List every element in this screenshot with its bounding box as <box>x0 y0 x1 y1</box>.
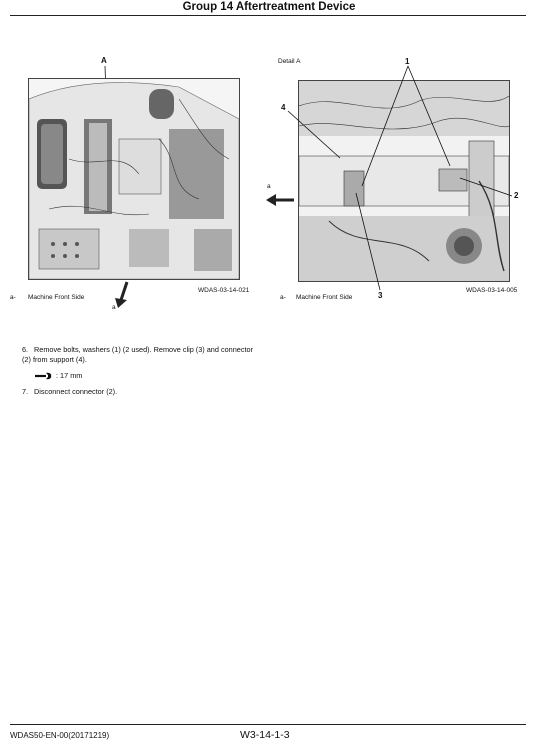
page-number: W3-14-1-3 <box>240 729 290 741</box>
caption-prefix: a- <box>280 294 286 301</box>
left-figure <box>10 56 266 311</box>
step-text: Disconnect connector (2). <box>34 387 118 396</box>
arrow-label: a <box>267 183 271 190</box>
figure-caption: Machine Front Side <box>28 294 85 301</box>
step-number: 6. <box>22 345 29 354</box>
step-7 <box>22 387 262 397</box>
callout-3: 3 <box>378 291 383 300</box>
arrow-label: a <box>112 304 116 311</box>
detail-label: Detail A <box>278 58 301 65</box>
caption-prefix: a- <box>10 294 16 301</box>
callout-1: 1 <box>405 57 410 66</box>
header-divider <box>10 15 526 16</box>
right-figure <box>267 57 528 308</box>
callout-4: 4 <box>281 103 286 112</box>
figure-ref-code: WDAS-03-14-021 <box>198 287 250 294</box>
footer-divider <box>10 724 526 725</box>
page-title: Group 14 Aftertreatment Device <box>182 1 356 13</box>
step-6 <box>22 345 262 365</box>
callout-a: A <box>101 56 107 65</box>
callout-2: 2 <box>514 191 519 200</box>
document-code: WDAS50-EN-00(20171219) <box>10 731 110 740</box>
direction-arrow <box>264 192 298 208</box>
step-number: 7. <box>22 387 29 396</box>
figure-caption: Machine Front Side <box>296 294 353 301</box>
engine-compartment-photo <box>28 78 240 280</box>
callout-leaders <box>270 58 528 308</box>
step-text: Remove bolts, washers (1) (2 used). Remove clip (3) and connector (2) from support (4). <box>22 345 253 364</box>
figure-ref-code: WDAS-03-14-005 <box>466 287 518 294</box>
tool-size: : 17 mm <box>56 371 83 380</box>
tool-spec <box>34 371 262 381</box>
direction-arrow <box>113 280 137 310</box>
wrench-icon <box>34 372 52 380</box>
procedure-steps <box>22 345 262 403</box>
